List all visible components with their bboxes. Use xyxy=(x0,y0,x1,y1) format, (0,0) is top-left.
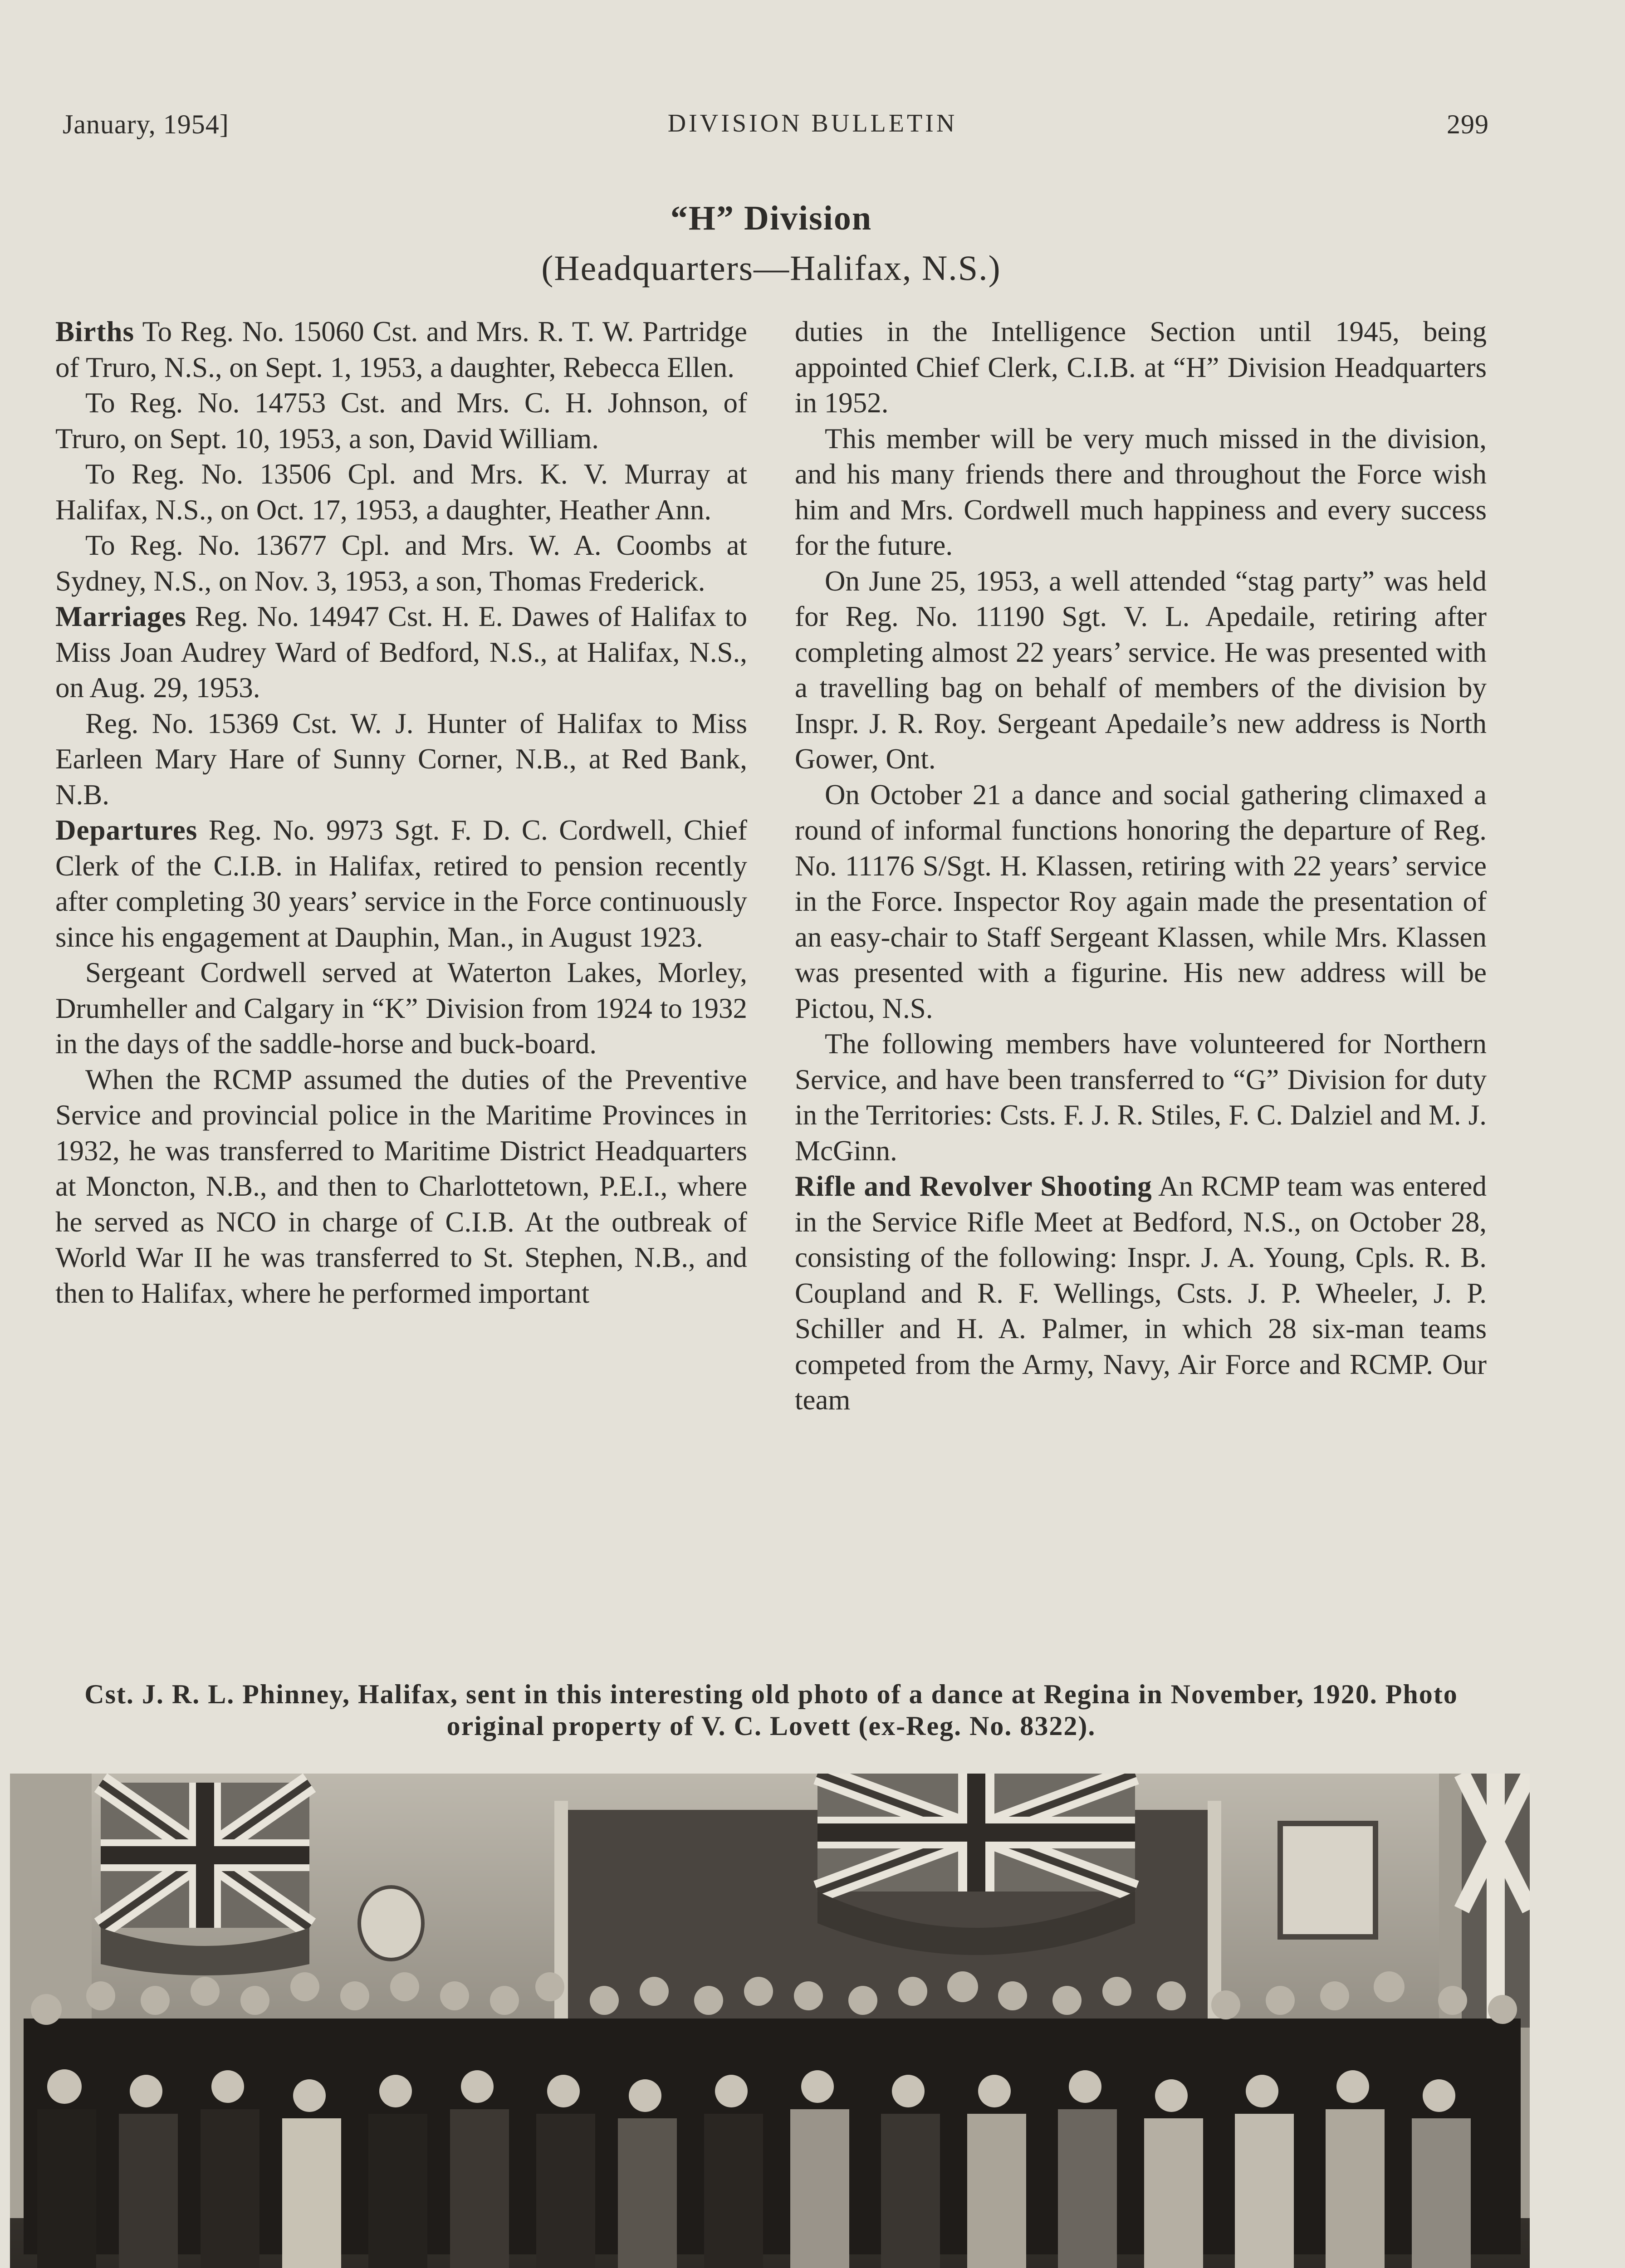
article-subtitle: (Headquarters—Halifax, N.S.) xyxy=(541,248,1001,288)
paragraph-northern-service: The following members have volunteered for Northern Service, and have been transferred to “G” Division for duty in the Territories: Csts. F. J. R. Stiles, F. C. Dalziel and M. J. McGinn. xyxy=(795,1028,1487,1167)
marriages-heading: Marriages xyxy=(55,601,186,632)
group-photo-illustration xyxy=(10,1774,1530,2268)
birth-coombs: To Reg. No. 13677 Cpl. and Mrs. W. A. Coombs at Sydney, N.S., on Nov. 3, 1953, a son, Thomas Frederick. xyxy=(55,529,747,597)
departures-heading: Departures xyxy=(55,814,198,846)
paragraph-rcmp-maritime: When the RCMP assumed the duties of the Preventive Service and provincial police in the Maritime Provinces in 1932, he was transferred to Maritime District Headquarters at Moncton, N.B., and then to Charlottetown, P.E.I., where he served as NCO in charge of C.I.B. At the outbreak of World War II he was transferred to St. Stephen, N.B., and then to Halifax, where he performed important xyxy=(55,1063,747,1309)
crest xyxy=(359,1887,423,1960)
birth-murray: To Reg. No. 13506 Cpl. and Mrs. K. V. Murray at Halifax, N.S., on Oct. 17, 1953, a daughter, Heather Ann. xyxy=(55,458,747,526)
paragraph-dance: On October 21 a dance and social gathering climaxed a round of informal functions honoring the departure of Reg. No. 11176 S/Sgt. H. Klassen, retiring with 22 years’ service in the Force. Inspector Roy again made the presentation of an easy-chair to Staff Sergeant Klassen, while Mrs. Klassen was presented with a figurine. His new address will be Pictou, N.S. xyxy=(795,778,1487,1024)
union-flag-right xyxy=(1462,1774,1530,2028)
departures-paragraph xyxy=(55,812,747,955)
rifle-heading: Rifle and Revolver Shooting xyxy=(795,1170,1152,1202)
rifle-text: An RCMP team was entered in the Service Rifle Meet at Bedford, N.S., on October 28, consisting of the following: Inspr. J. A. Young, Cpls. R. B. Coupland and R. F. Wellings, Csts. J. P. Wheeler, J. P. Schiller and H. A. Palmer, in which 28 six-man teams competed from the Army, Navy, Air Force and RCMP. Our team xyxy=(795,1170,1487,1416)
marriages-text: Reg. No. 14947 Cst. H. E. Dawes of Halifax to Miss Joan Audrey Ward of Bedford, N.S., at Halifax, N.S., on Aug. 29, 1953. xyxy=(55,601,747,704)
birth-johnson: To Reg. No. 14753 Cst. and Mrs. C. H. Johnson, of Truro, on Sept. 10, 1953, a son, David William. xyxy=(55,387,747,455)
paragraph-stag-party: On June 25, 1953, a well attended “stag party” was held for Reg. No. 11190 Sgt. V. L. Apedaile, retiring after completing almost 22 years’ service. He was presented with a travelling bag on behalf of members of the division by Inspr. J. R. Roy. Sergeant Apedaile’s new address is North Gower, Ont. xyxy=(795,565,1487,775)
union-flag-left xyxy=(101,1783,309,1975)
paragraph-continued: duties in the Intelligence Section until 1945, being appointed Chief Clerk, C.I.B. at “H” Division Headquarters in 1952. xyxy=(795,316,1487,419)
rifle-paragraph xyxy=(795,1168,1487,1418)
departures-text: Reg. No. 9973 Sgt. F. D. C. Cordwell, Chief Clerk of the C.I.B. in Halifax, retired to pension recently after completing 30 years’ service in the Force continuously since his engagement at Dauphin, Man., in August 1923. xyxy=(55,814,747,953)
running-header-date: January, 1954] xyxy=(63,109,229,139)
article-title: “H” Division xyxy=(670,199,872,237)
photo-caption: Cst. J. R. L. Phinney, Halifax, sent in this interesting old photo of a dance at Regina in November, 1920. Photo original property of V. C. Lovett (ex-Reg. No. 8322). xyxy=(84,1679,1458,1741)
births-heading: Births xyxy=(55,316,135,347)
left-column xyxy=(55,314,747,1311)
right-column xyxy=(795,314,1487,1418)
paragraph-waterton: Sergeant Cordwell served at Waterton Lakes, Morley, Drumheller and Calgary in “K” Division from 1924 to 1932 in the days of the saddle-horse and buck-board. xyxy=(55,957,747,1060)
group-photo xyxy=(10,1774,1530,2268)
running-header-title: DIVISION BULLETIN xyxy=(667,109,958,137)
union-flag-center xyxy=(817,1774,1135,1955)
births-text: To Reg. No. 15060 Cst. and Mrs. R. T. W. Partridge of Truro, N.S., on Sept. 1, 1953, a daughter, Rebecca Ellen. xyxy=(55,316,747,383)
marriage-hunter: Reg. No. 15369 Cst. W. J. Hunter of Halifax to Miss Earleen Mary Hare of Sunny Corner, N.B., at Red Bank, N.B. xyxy=(55,707,747,811)
page-number: 299 xyxy=(1447,109,1489,139)
births-paragraph xyxy=(55,314,747,385)
marriages-paragraph xyxy=(55,599,747,706)
paragraph-missed: This member will be very much missed in the division, and his many friends there and throughout the Force wish him and Mrs. Cordwell much happiness and every success for the future. xyxy=(795,422,1487,561)
